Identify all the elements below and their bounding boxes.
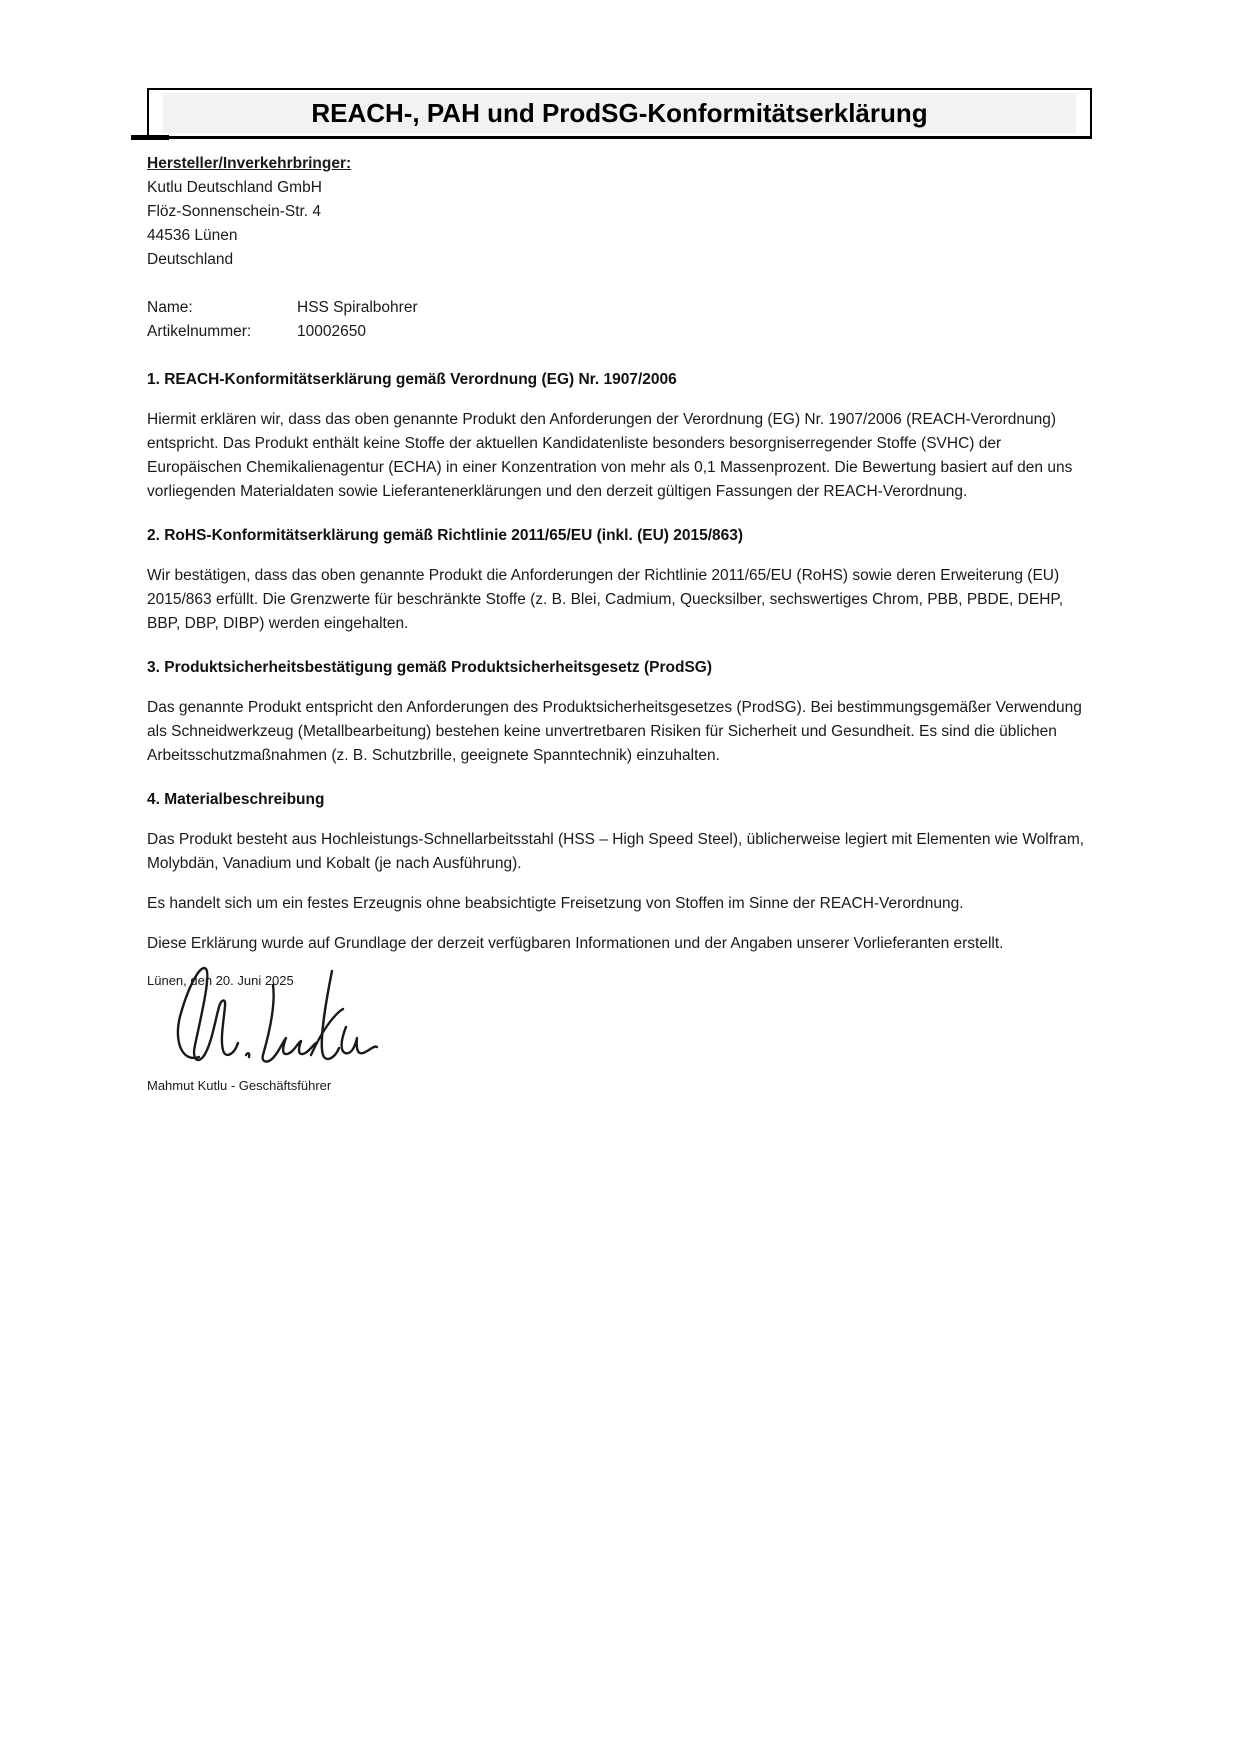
place-date: Lünen, den 20. Juni 2025 [147, 973, 294, 988]
section-1-paragraph: Hiermit erklären wir, dass das oben genannte Produkt den Anforderungen der Verordnung (EG) Nr. 1907/2006 (REACH-Verordnung) entspricht. Das Produkt enthält keine Stoffe der aktuellen Kandidatenliste besonders besorgniserregender Stoffe (SVHC) der Europäischen Chemikalienagentur (ECHA) in einer Konzentration von mehr als 0,1 Massenprozent. Die Bewertung basiert auf den uns vorliegenden Materialdaten sowie Lieferantenerklärungen und den derzeit gültigen Fassungen der REACH-Verordnung. [147, 411, 1073, 500]
section-4-heading: 4. Materialbeschreibung [147, 791, 325, 808]
section-1-heading: 1. REACH-Konformitätserklärung gemäß Verordnung (EG) Nr. 1907/2006 [147, 371, 677, 388]
declaration-title-box [147, 88, 1092, 139]
signatory-name: Mahmut Kutlu - Geschäftsführer [147, 1078, 332, 1093]
page-title: REACH-, PAH und ProdSG-Konformitätserklärung [163, 93, 1076, 133]
manufacturer-country: Deutschland [147, 251, 234, 268]
manufacturer-block [147, 152, 1092, 272]
closing-block [147, 972, 1092, 1094]
article-number-label: Artikelnummer: [147, 323, 252, 340]
section-4-paragraph-3: Diese Erklärung wurde auf Grundlage der derzeit verfügbaren Informationen und der Angaben unserer Vorlieferanten erstellt. [147, 935, 1004, 952]
manufacturer-company: Kutlu Deutschland GmbH [147, 179, 322, 196]
manufacturer-street: Flöz-Sonnenschein-Str. 4 [147, 203, 322, 220]
document-content [147, 88, 1092, 1094]
manufacturer-city: 44536 Lünen [147, 227, 238, 244]
section-3-paragraph: Das genannte Produkt entspricht den Anforderungen des Produktsicherheitsgesetzes (ProdSG). Bei bestimmungsgemäßer Verwendung als Schneidwerkzeug (Metallbearbeitung) bestehen keine unvertretbaren Risiken für Sicherheit und Gesundheit. Es sind die üblichen Arbeitsschutzmaßnahmen (z. B. Schutzbrille, geeignete Spanntechnik) einzuhalten. [147, 699, 1082, 764]
product-name-value: HSS Spiralbohrer [297, 299, 418, 316]
manufacturer-heading: Hersteller/Inverkehrbringer: [147, 155, 352, 172]
section-2-paragraph: Wir bestätigen, dass das oben genannte Produkt die Anforderungen der Richtlinie 2011/65/EU (RoHS) sowie deren Erweiterung (EU) 2015/863 erfüllt. Die Grenzwerte für beschränkte Stoffe (z. B. Blei, Cadmium, Quecksilber, sechswertiges Chrom, PBB, PBDE, DEHP, BBP, DBP, DIBP) werden eingehalten. [147, 567, 1064, 632]
product-name-row [147, 296, 1092, 320]
section-2-heading: 2. RoHS-Konformitätserklärung gemäß Richtlinie 2011/65/EU (inkl. (EU) 2015/863) [147, 527, 744, 544]
product-name-label: Name: [147, 299, 193, 316]
section-4-paragraph-2: Es handelt sich um ein festes Erzeugnis ohne beabsichtigte Freisetzung von Stoffen im Sinne der REACH-Verordnung. [147, 895, 964, 912]
product-info-block [147, 296, 1092, 344]
section-3-heading: 3. Produktsicherheitsbestätigung gemäß Produktsicherheitsgesetz (ProdSG) [147, 659, 713, 676]
article-number-row [147, 320, 1092, 344]
section-4-paragraph-1: Das Produkt besteht aus Hochleistungs-Schnellarbeitsstahl (HSS – High Speed Steel), üblicherweise legiert mit Elementen wie Wolfram, Molybdän, Vanadium und Kobalt (je nach Ausführung). [147, 831, 1085, 872]
article-number-value: 10002650 [297, 323, 366, 340]
